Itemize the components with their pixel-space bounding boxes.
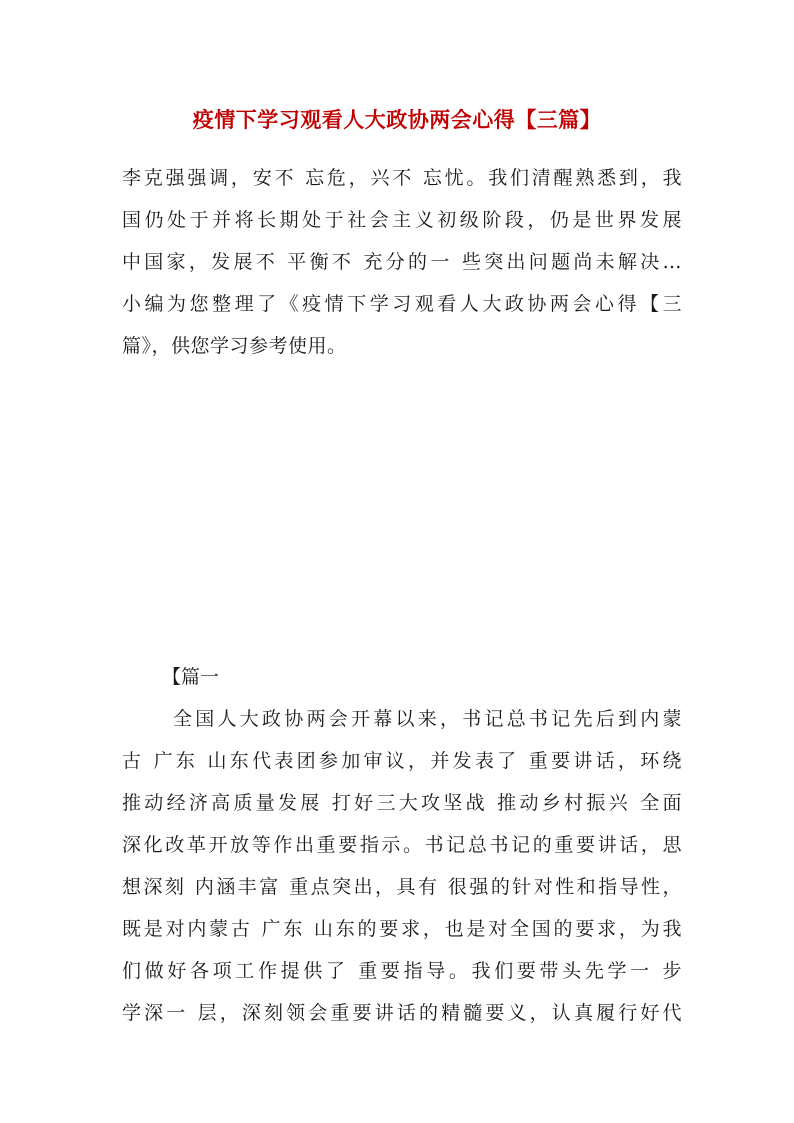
document-title: 疫情下学习观看人大政协两会心得【三篇】 [192,107,602,132]
section-line: 想深刻 内涵丰富 重点突出，具有 很强的针对性和指导性， [122,876,682,898]
section-heading: 【篇一 [162,666,220,688]
section-line: 既是对内蒙古 广东 山东的要求，也是对全国的要求，为我 [122,918,682,940]
intro-line: 国仍处于并将长期处于社会主义初级阶段，仍是世界发展 [122,209,682,231]
intro-paragraph [122,157,682,367]
intro-line: 李克强强调，安不 忘危，兴不 忘忧。我们清醒熟悉到，我 [122,167,682,189]
intro-line: 中国家，发展不 平衡不 充分的一 些突出问题尚未解决… [122,251,682,273]
section-line: 推动经济高质量发展 打好三大攻坚战 推动乡村振兴 全面 [122,792,682,814]
section-line: 学深一 层，深刻领会重要讲话的精髓要义，认真履行好代 [122,1002,682,1024]
section-line: 全国人大政协两会开幕以来，书记总书记先后到内蒙 [173,708,682,730]
section-line: 们做好各项工作提供了 重要指导。我们要带头先学一 步 [122,960,682,982]
intro-line: 小编为您整理了《疫情下学习观看人大政协两会心得【三 [122,293,682,315]
section-one [122,656,682,1034]
section-line: 古 广东 山东代表团参加审议，并发表了 重要讲话，环绕 [122,750,682,772]
section-line: 深化改革开放等作出重要指示。书记总书记的重要讲话，思 [122,834,682,856]
intro-line: 篇》，供您学习参考使用。 [122,335,347,357]
